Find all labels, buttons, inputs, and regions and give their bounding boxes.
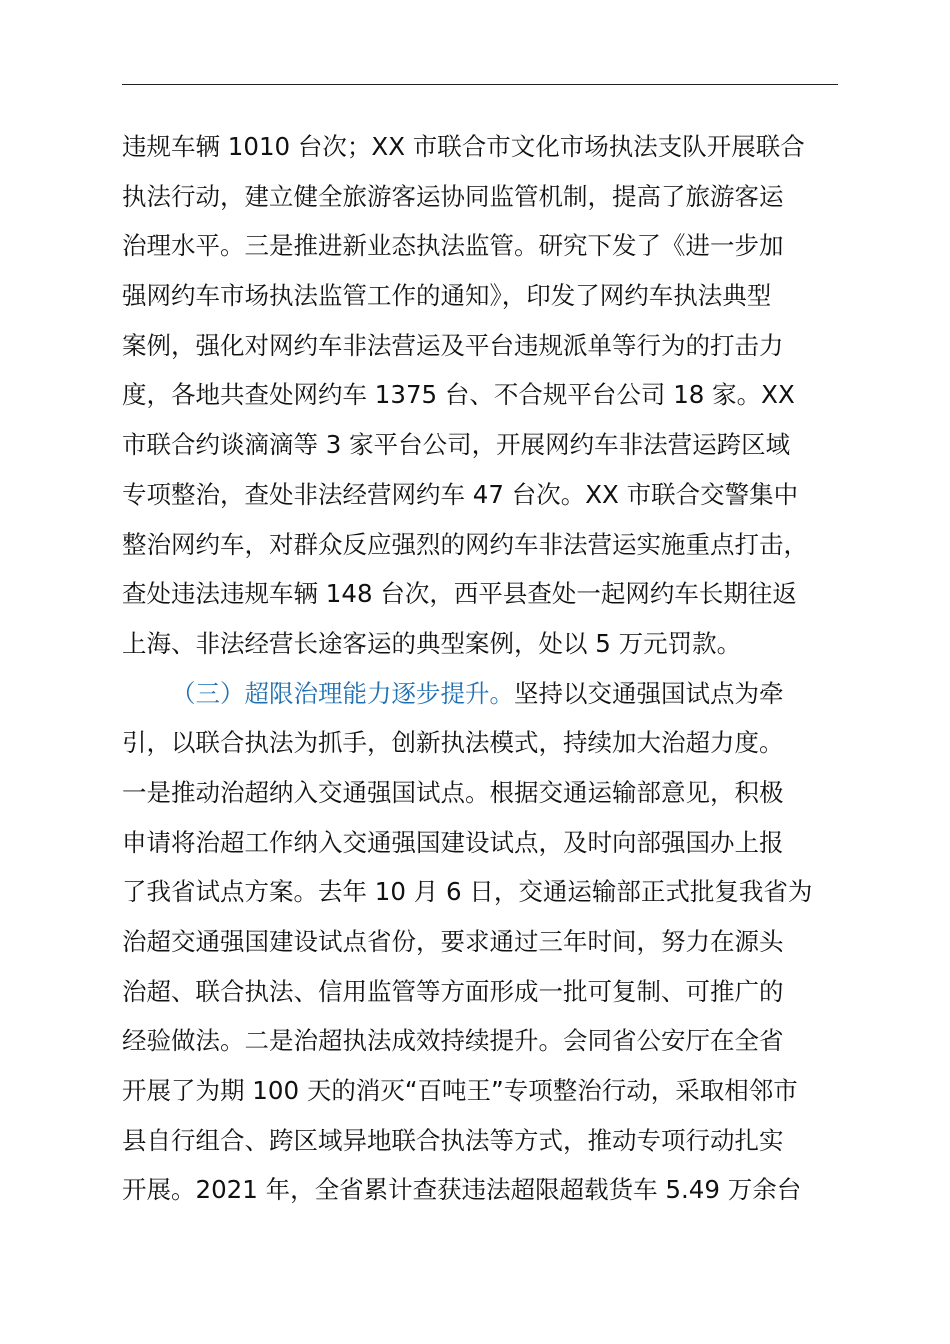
text-line: 专项整治，查处非法经营网约车 47 台次。XX 市联合交警集中 [122,479,799,509]
text-line: 县自行组合、跨区域异地联合执法等方式，推动专项行动扎实 [122,1125,784,1155]
text-line: 强网约车市场执法监管工作的通知》，印发了网约车执法典型 [122,281,772,311]
section-3-heading: （三）超限治理能力逐步提升。 [171,678,514,708]
text-line: 引，以联合执法为抓手，创新执法模式，持续加大治超力度。 [122,728,784,758]
text-line: 案例，强化对网约车非法营运及平台违规派单等行为的打击力 [122,330,784,360]
text-line: 上海、非法经营长途客运的典型案例，处以 5 万元罚款。 [122,628,742,658]
text-line: 度，各地共查处网约车 1375 台、不合规平台公司 18 家。XX [122,380,795,410]
text-line: 经验做法。二是治超执法成效持续提升。会同省公安厅在全省 [122,1026,784,1056]
text-line: 治超、联合执法、信用监管等方面形成一批可复制、可推广的 [122,976,784,1006]
text-line: 开展。2021 年，全省累计查获违法超限超载货车 5.49 万余台 [122,1175,802,1205]
text-line: 治超交通强国建设试点省份，要求通过三年时间，努力在源头 [122,927,784,956]
document-body [122,122,862,1215]
header-rule [122,84,838,85]
text-line: 开展了为期 100 天的消灭“百吨王”专项整治行动，采取相邻市 [122,1076,798,1106]
text-line: 一是推动治超纳入交通强国试点。根据交通运输部意见，积极 [122,777,784,807]
section-3-first-line-text: 坚持以交通强国试点为牵 [514,678,784,708]
text-line: 整治网约车，对群众反应强烈的网约车非法营运实施重点打击， [122,529,808,559]
text-line: 市联合约谈滴滴等 3 家平台公司，开展网约车非法营运跨区域 [122,430,791,460]
text-line: 了我省试点方案。去年 10 月 6 日，交通运输部正式批复我省为 [122,877,813,907]
text-line: 执法行动，建立健全旅游客运协同监管机制，提高了旅游客运 [122,181,784,211]
text-line: 申请将治超工作纳入交通强国建设试点，及时向部强国办上报 [122,827,784,857]
text-line: 查处违法违规车辆 148 台次，西平县查处一起网约车长期往返 [122,579,797,609]
section-3-first-line [122,669,862,719]
text-line: 治理水平。三是推进新业态执法监管。研究下发了《进一步加 [122,231,784,261]
text-line: 违规车辆 1010 台次；XX 市联合市文化市场执法支队开展联合 [122,132,805,161]
